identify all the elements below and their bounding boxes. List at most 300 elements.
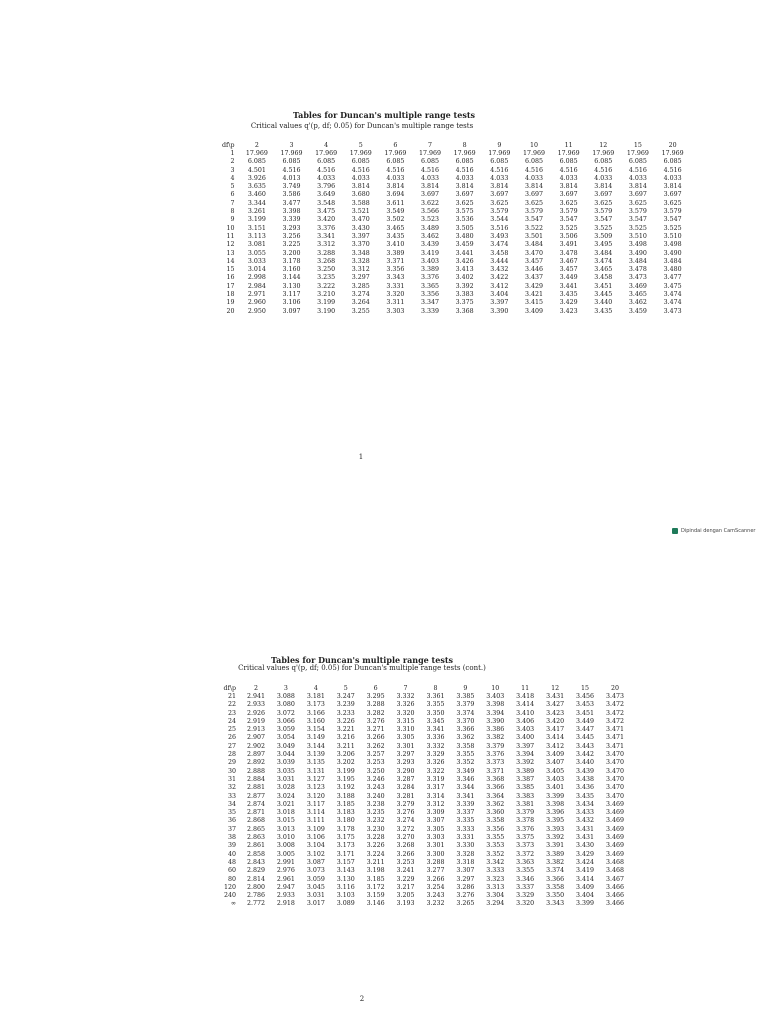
value-cell: 3.383 (516, 792, 535, 800)
value-cell: 3.081 (247, 241, 266, 249)
table-row (212, 183, 690, 191)
value-cell: 3.202 (336, 759, 355, 767)
value-cell: 3.430 (351, 224, 370, 232)
value-cell: 2.919 (247, 717, 266, 725)
value-cell: 6.085 (247, 158, 266, 166)
value-cell: 2.933 (247, 701, 266, 709)
value-cell: 2.829 (247, 867, 266, 875)
value-cell: 3.343 (386, 274, 405, 282)
value-cell: 3.339 (456, 800, 475, 808)
value-cell: 3.394 (486, 709, 505, 717)
value-cell: 3.385 (516, 784, 535, 792)
value-cell: 3.484 (663, 257, 682, 265)
table-row (212, 867, 630, 875)
table-subtitle: Critical values q'(p, df; 0.05) for Duncan's multiple range tests (250, 122, 474, 130)
value-cell: 3.123 (306, 784, 325, 792)
value-cell: 3.371 (486, 767, 505, 775)
value-cell: 3.348 (351, 249, 370, 257)
table-row (212, 842, 630, 850)
value-cell: 3.211 (366, 858, 385, 866)
df-cell: 21 (228, 693, 237, 700)
df-cell: 29 (228, 759, 237, 767)
value-cell: 3.466 (605, 900, 624, 908)
value-cell: 3.097 (282, 307, 301, 315)
value-cell: 3.178 (336, 825, 355, 833)
value-cell: 3.054 (276, 734, 295, 742)
value-cell: 3.294 (486, 900, 505, 908)
value-cell: 3.397 (516, 742, 535, 750)
value-cell: 3.473 (663, 307, 682, 315)
value-cell: 3.305 (426, 825, 445, 833)
value-cell: 3.285 (351, 282, 370, 290)
header-p-8: 8 (433, 684, 438, 692)
value-cell: 4.516 (282, 166, 301, 174)
table-row (212, 308, 690, 316)
df-cell: 39 (228, 842, 237, 850)
table-row (212, 851, 630, 859)
value-cell: 3.493 (490, 232, 509, 240)
value-cell: 3.232 (426, 900, 445, 908)
value-cell: 3.402 (455, 274, 474, 282)
df-cell: 31 (228, 775, 237, 783)
value-cell: 3.625 (594, 199, 613, 207)
value-cell: 4.501 (247, 166, 266, 174)
df-cell: 9 (230, 216, 235, 224)
value-cell: 3.031 (306, 892, 325, 900)
value-cell: 4.516 (628, 166, 647, 174)
value-cell: 3.373 (486, 759, 505, 767)
value-cell: 3.470 (605, 775, 624, 783)
value-cell: 3.313 (486, 883, 505, 891)
value-cell: 3.010 (276, 834, 295, 842)
value-cell: 3.547 (628, 216, 647, 224)
value-cell: 3.199 (336, 767, 355, 775)
value-cell: 3.160 (282, 266, 301, 274)
value-cell: 3.312 (317, 241, 336, 249)
value-cell: 3.288 (317, 249, 336, 257)
value-cell: 3.697 (594, 191, 613, 199)
df-cell: 35 (228, 809, 237, 817)
table-row (212, 167, 690, 175)
value-cell: 3.370 (351, 241, 370, 249)
value-cell: 4.516 (317, 166, 336, 174)
value-cell: 4.033 (559, 174, 578, 182)
value-cell: 3.266 (366, 734, 385, 742)
value-cell: 3.397 (490, 299, 509, 307)
value-cell: 3.372 (516, 850, 535, 858)
value-cell: 2.858 (247, 850, 266, 858)
df-cell: 240 (224, 892, 237, 900)
value-cell: 3.253 (396, 858, 415, 866)
df-cell: 17 (226, 282, 235, 290)
value-cell: 3.474 (663, 291, 682, 299)
header-p-4: 4 (313, 684, 318, 692)
value-cell: 3.431 (575, 825, 594, 833)
value-cell: 3.625 (628, 199, 647, 207)
value-cell: 3.625 (524, 199, 543, 207)
value-cell: 3.387 (516, 775, 535, 783)
value-cell: 3.375 (455, 299, 474, 307)
value-cell: 3.697 (524, 191, 543, 199)
value-cell: 3.436 (575, 784, 594, 792)
df-cell: 80 (228, 875, 237, 883)
value-cell: 3.390 (490, 307, 509, 315)
value-cell: 4.033 (351, 174, 370, 182)
value-cell: 3.495 (594, 241, 613, 249)
header-df-p: df\p (222, 141, 235, 149)
duncan-table-1 (212, 140, 690, 316)
table-row (212, 258, 690, 266)
value-cell: 3.389 (516, 767, 535, 775)
value-cell: 3.303 (386, 307, 405, 315)
value-cell: 3.547 (663, 216, 682, 224)
value-cell: 3.379 (516, 809, 535, 817)
value-cell: 3.014 (247, 266, 266, 274)
table-row (212, 274, 690, 282)
value-cell: 3.414 (575, 875, 594, 883)
value-cell: 3.261 (247, 208, 266, 216)
header-p-15: 15 (580, 684, 589, 692)
value-cell: 3.814 (628, 183, 647, 191)
value-cell: 3.297 (396, 751, 415, 759)
value-cell: 3.510 (663, 232, 682, 240)
value-cell: 3.368 (486, 775, 505, 783)
value-cell: 3.579 (628, 208, 647, 216)
value-cell: 3.466 (605, 883, 624, 891)
value-cell: 2.947 (276, 883, 295, 891)
value-cell: 2.814 (247, 875, 266, 883)
value-cell: 3.363 (516, 858, 535, 866)
value-cell: 3.322 (426, 767, 445, 775)
value-cell: 3.104 (306, 842, 325, 850)
value-cell: 3.438 (575, 775, 594, 783)
watermark-text: Dipindai dengan CamScanner (681, 528, 756, 534)
value-cell: 3.154 (306, 726, 325, 734)
value-cell: 3.350 (426, 709, 445, 717)
table-row (212, 900, 630, 908)
value-cell: 3.405 (546, 767, 565, 775)
value-cell: 3.272 (396, 825, 415, 833)
value-cell: 3.193 (396, 900, 415, 908)
value-cell: 17.969 (488, 150, 511, 157)
value-cell: 3.345 (426, 717, 445, 725)
value-cell: 3.341 (426, 726, 445, 734)
df-cell: 27 (228, 742, 237, 750)
value-cell: 3.404 (490, 291, 509, 299)
value-cell: 3.451 (575, 709, 594, 717)
value-cell: 4.516 (351, 166, 370, 174)
value-cell: 3.018 (276, 809, 295, 817)
table-row (212, 834, 630, 842)
value-cell: 3.566 (421, 208, 440, 216)
value-cell: 3.417 (546, 726, 565, 734)
table-row (212, 200, 690, 208)
df-cell: 120 (224, 883, 237, 891)
value-cell: 3.468 (605, 867, 624, 875)
value-cell: 3.501 (524, 232, 543, 240)
value-cell: 3.429 (575, 850, 594, 858)
value-cell: 3.449 (559, 274, 578, 282)
value-cell: 3.120 (306, 792, 325, 800)
df-cell: ∞ (230, 900, 237, 908)
value-cell: 3.356 (421, 291, 440, 299)
value-cell: 3.426 (455, 257, 474, 265)
value-cell: 3.130 (282, 282, 301, 290)
table-row (212, 726, 630, 734)
value-cell: 3.344 (456, 784, 475, 792)
value-cell: 3.355 (426, 701, 445, 709)
value-cell: 3.398 (486, 701, 505, 709)
value-cell: 3.445 (594, 291, 613, 299)
value-cell: 3.276 (396, 809, 415, 817)
value-cell: 3.625 (663, 199, 682, 207)
value-cell: 3.228 (366, 834, 385, 842)
value-cell: 3.240 (366, 792, 385, 800)
value-cell: 6.085 (351, 158, 370, 166)
value-cell: 3.117 (306, 800, 325, 808)
value-cell: 3.396 (546, 809, 565, 817)
value-cell: 3.399 (575, 900, 594, 908)
value-cell: 3.749 (282, 183, 301, 191)
value-cell: 3.311 (386, 299, 405, 307)
value-cell: 3.266 (396, 850, 415, 858)
value-cell: 3.073 (306, 867, 325, 875)
value-cell: 3.470 (351, 216, 370, 224)
value-cell: 3.352 (456, 759, 475, 767)
value-cell: 3.697 (663, 191, 682, 199)
value-cell: 3.478 (628, 266, 647, 274)
table-row (212, 793, 630, 801)
df-cell: 60 (228, 867, 237, 875)
value-cell: 2.984 (247, 282, 266, 290)
value-cell: 3.414 (516, 701, 535, 709)
table-row (212, 266, 690, 274)
df-cell: 20 (226, 307, 235, 315)
value-cell: 3.103 (336, 892, 355, 900)
value-cell: 3.297 (456, 875, 475, 883)
value-cell: 3.392 (516, 759, 535, 767)
value-cell: 3.356 (386, 266, 405, 274)
value-cell: 3.471 (605, 742, 624, 750)
table-row (212, 768, 630, 776)
df-cell: 3 (230, 166, 235, 174)
header-p-7: 7 (403, 684, 408, 692)
value-cell: 3.253 (366, 759, 385, 767)
table-row (212, 693, 630, 701)
header-p-9: 9 (497, 141, 502, 149)
value-cell: 3.374 (546, 867, 565, 875)
value-cell: 3.498 (663, 241, 682, 249)
value-cell: 3.205 (396, 892, 415, 900)
value-cell: 3.521 (351, 208, 370, 216)
value-cell: 4.033 (455, 174, 474, 182)
value-cell: 3.458 (490, 249, 509, 257)
value-cell: 3.433 (575, 809, 594, 817)
value-cell: 3.005 (276, 850, 295, 858)
value-cell: 3.406 (516, 717, 535, 725)
value-cell: 2.874 (247, 800, 266, 808)
value-cell: 2.861 (247, 842, 266, 850)
value-cell: 3.117 (282, 291, 301, 299)
value-cell: 3.525 (559, 224, 578, 232)
value-cell: 3.465 (594, 266, 613, 274)
value-cell: 3.467 (559, 257, 578, 265)
page-1 (0, 0, 768, 500)
value-cell: 3.453 (575, 701, 594, 709)
value-cell: 3.159 (366, 892, 385, 900)
value-cell: 17.969 (245, 150, 268, 157)
value-cell: 3.181 (306, 693, 325, 700)
value-cell: 3.049 (276, 742, 295, 750)
value-cell: 3.271 (366, 726, 385, 734)
value-cell: 3.109 (306, 825, 325, 833)
table-row (212, 701, 630, 709)
value-cell: 3.089 (336, 900, 355, 908)
value-cell: 3.418 (516, 693, 535, 700)
value-cell: 3.304 (486, 892, 505, 900)
value-cell: 3.352 (486, 850, 505, 858)
value-cell: 3.393 (546, 825, 565, 833)
header-p-5: 5 (343, 684, 348, 692)
value-cell: 3.039 (276, 759, 295, 767)
value-cell: 4.033 (386, 174, 405, 182)
value-cell: 3.301 (396, 742, 415, 750)
value-cell: 3.474 (490, 241, 509, 249)
value-cell: 2.950 (247, 307, 266, 315)
value-cell: 6.085 (421, 158, 440, 166)
value-cell: 4.516 (421, 166, 440, 174)
value-cell: 3.320 (386, 291, 405, 299)
value-cell: 3.247 (336, 693, 355, 700)
value-cell: 3.307 (456, 867, 475, 875)
df-cell: 22 (228, 701, 237, 709)
value-cell: 3.232 (366, 817, 385, 825)
value-cell: 3.419 (421, 249, 440, 257)
value-cell: 3.403 (516, 726, 535, 734)
value-cell: 3.337 (456, 809, 475, 817)
value-cell: 3.470 (605, 792, 624, 800)
value-cell: 3.400 (516, 734, 535, 742)
value-cell: 3.279 (396, 800, 415, 808)
value-cell: 3.421 (524, 291, 543, 299)
value-cell: 3.305 (396, 734, 415, 742)
value-cell: 3.102 (306, 850, 325, 858)
value-cell: 3.295 (366, 693, 385, 700)
df-cell: 33 (228, 792, 237, 800)
value-cell: 3.217 (396, 883, 415, 891)
value-cell: 3.403 (546, 775, 565, 783)
value-cell: 2.881 (247, 784, 266, 792)
value-cell: 3.015 (276, 817, 295, 825)
value-cell: 3.257 (366, 751, 385, 759)
value-cell: 3.139 (306, 751, 325, 759)
header-p-3: 3 (289, 141, 294, 149)
value-cell: 3.116 (336, 883, 355, 891)
table-row (212, 784, 630, 792)
value-cell: 17.969 (453, 150, 476, 157)
table-row (212, 718, 630, 726)
value-cell: 3.480 (455, 232, 474, 240)
value-cell: 3.459 (455, 241, 474, 249)
value-cell: 3.268 (317, 257, 336, 265)
value-cell: 2.933 (276, 892, 295, 900)
value-cell: 3.379 (456, 701, 475, 709)
value-cell: 3.456 (575, 693, 594, 700)
value-cell: 3.144 (282, 274, 301, 282)
value-cell: 3.346 (456, 775, 475, 783)
value-cell: 4.033 (628, 174, 647, 182)
value-cell: 4.013 (282, 174, 301, 182)
value-cell: 3.226 (366, 842, 385, 850)
value-cell: 3.160 (306, 717, 325, 725)
value-cell: 3.443 (575, 742, 594, 750)
value-cell: 3.339 (421, 307, 440, 315)
value-cell: 3.303 (426, 834, 445, 842)
value-cell: 3.288 (366, 701, 385, 709)
value-cell: 3.331 (386, 282, 405, 290)
value-cell: 3.293 (396, 759, 415, 767)
value-cell: 3.457 (524, 257, 543, 265)
value-cell: 3.210 (317, 291, 336, 299)
value-cell: 17.969 (280, 150, 303, 157)
value-cell: 3.284 (396, 784, 415, 792)
value-cell: 3.471 (605, 726, 624, 734)
value-cell: 3.143 (336, 867, 355, 875)
value-cell: 3.419 (575, 867, 594, 875)
value-cell: 3.183 (336, 809, 355, 817)
value-cell: 3.349 (456, 767, 475, 775)
df-cell: 40 (228, 850, 237, 858)
value-cell: 3.087 (306, 858, 325, 866)
value-cell: 3.814 (559, 183, 578, 191)
value-cell: 3.404 (575, 892, 594, 900)
value-cell: 3.697 (455, 191, 474, 199)
value-cell: 3.649 (317, 191, 336, 199)
value-cell: 3.395 (546, 817, 565, 825)
value-cell: 2.897 (247, 751, 266, 759)
value-cell: 3.796 (317, 183, 336, 191)
header-p-9: 9 (463, 684, 468, 692)
value-cell: 3.814 (455, 183, 474, 191)
header-p-6: 6 (373, 684, 378, 692)
value-cell: 3.366 (486, 784, 505, 792)
value-cell: 3.622 (421, 199, 440, 207)
value-cell: 3.262 (366, 742, 385, 750)
value-cell: 3.470 (605, 759, 624, 767)
value-cell: 3.432 (490, 266, 509, 274)
value-cell: 3.326 (426, 759, 445, 767)
value-cell: 17.969 (661, 150, 684, 157)
value-cell: 3.347 (421, 299, 440, 307)
value-cell: 3.697 (628, 191, 647, 199)
df-cell: 26 (228, 734, 237, 742)
table-row (212, 225, 690, 233)
value-cell: 3.200 (282, 249, 301, 257)
value-cell: 3.229 (396, 875, 415, 883)
header-p-3: 3 (283, 684, 288, 692)
value-cell: 17.969 (419, 150, 442, 157)
table-row (212, 884, 630, 892)
value-cell: 3.484 (524, 241, 543, 249)
value-cell: 3.264 (351, 299, 370, 307)
header-p-5: 5 (358, 141, 363, 149)
table-header-row (212, 683, 630, 693)
value-cell: 3.146 (366, 900, 385, 908)
value-cell: 3.449 (575, 717, 594, 725)
value-cell: 3.375 (516, 834, 535, 842)
value-cell: 4.516 (490, 166, 509, 174)
value-cell: 3.625 (490, 199, 509, 207)
